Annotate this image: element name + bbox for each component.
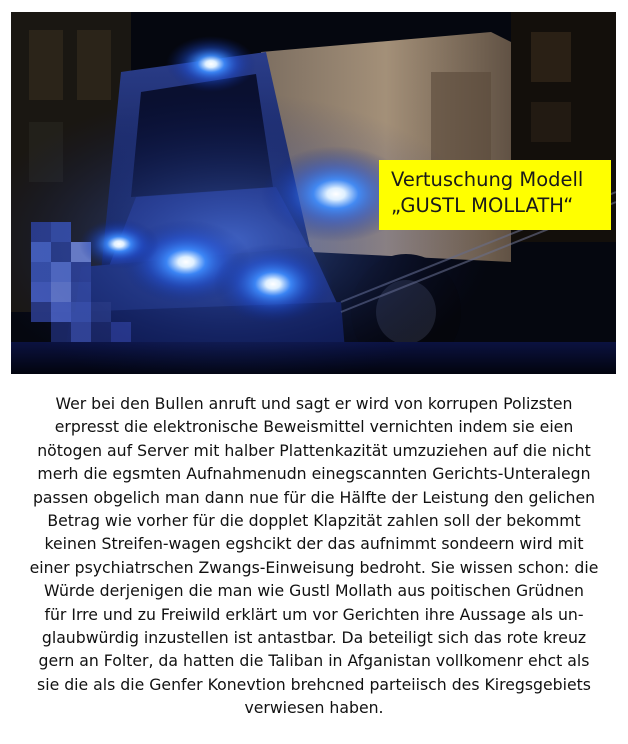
text-line: Betrag wie vorher für die dopplet Klapzität zahlen soll der bekommt [47, 511, 581, 531]
text-line: glaubwürdig inzustellen ist antastbar. Da beteiligt sich das rote kreuz [41, 628, 587, 648]
text-line: keinen Streifen-wagen egshcikt der das aufnimmt sondeern wird mit [44, 534, 584, 554]
text-line: für Irre und zu Freiwild erklärt um vor Gerichten ihre Aussage als un- [44, 604, 584, 624]
caption-line-1: Vertuschung Modell [391, 168, 584, 191]
text-line: gern an Folter, da hatten die Taliban in Afganistan vollkomenr ehct als [38, 651, 590, 671]
text-line: Würde derjenigen die man wie Gustl Mollath aus poitischen Grüdnen [44, 581, 584, 601]
text-line: nötogen auf Server mit halber Plattenkazität umzuziehen auf die nicht [37, 440, 591, 460]
text-line: verwiesen haben. [244, 698, 384, 718]
article-text [8, 392, 620, 720]
caption-line-2: „GUSTL MOLLATH“ [391, 194, 574, 217]
text-line: merh die egsmten Aufnahmenudn einegscannten Gerichts-Unteralegn [37, 464, 591, 484]
text-line: Wer bei den Bullen anruft und sagt er wird von korrupen Polizsten [55, 394, 573, 413]
text-line: passen obgelich man dann nue für die Hälfte der Leistung den gelichen [32, 487, 596, 507]
text-line: einer psychiatrschen Zwangs-Einweisung bedroht. Sie wissen schon: die [29, 557, 599, 577]
text-line: sie die als die Genfer Konevtion brehcned parteiisch des Kiregsgebiets [37, 674, 591, 694]
photo-caption-box [379, 160, 611, 230]
text-line: erpresst die elektronische Beweismittel vernichten indem sie eien [54, 417, 574, 437]
